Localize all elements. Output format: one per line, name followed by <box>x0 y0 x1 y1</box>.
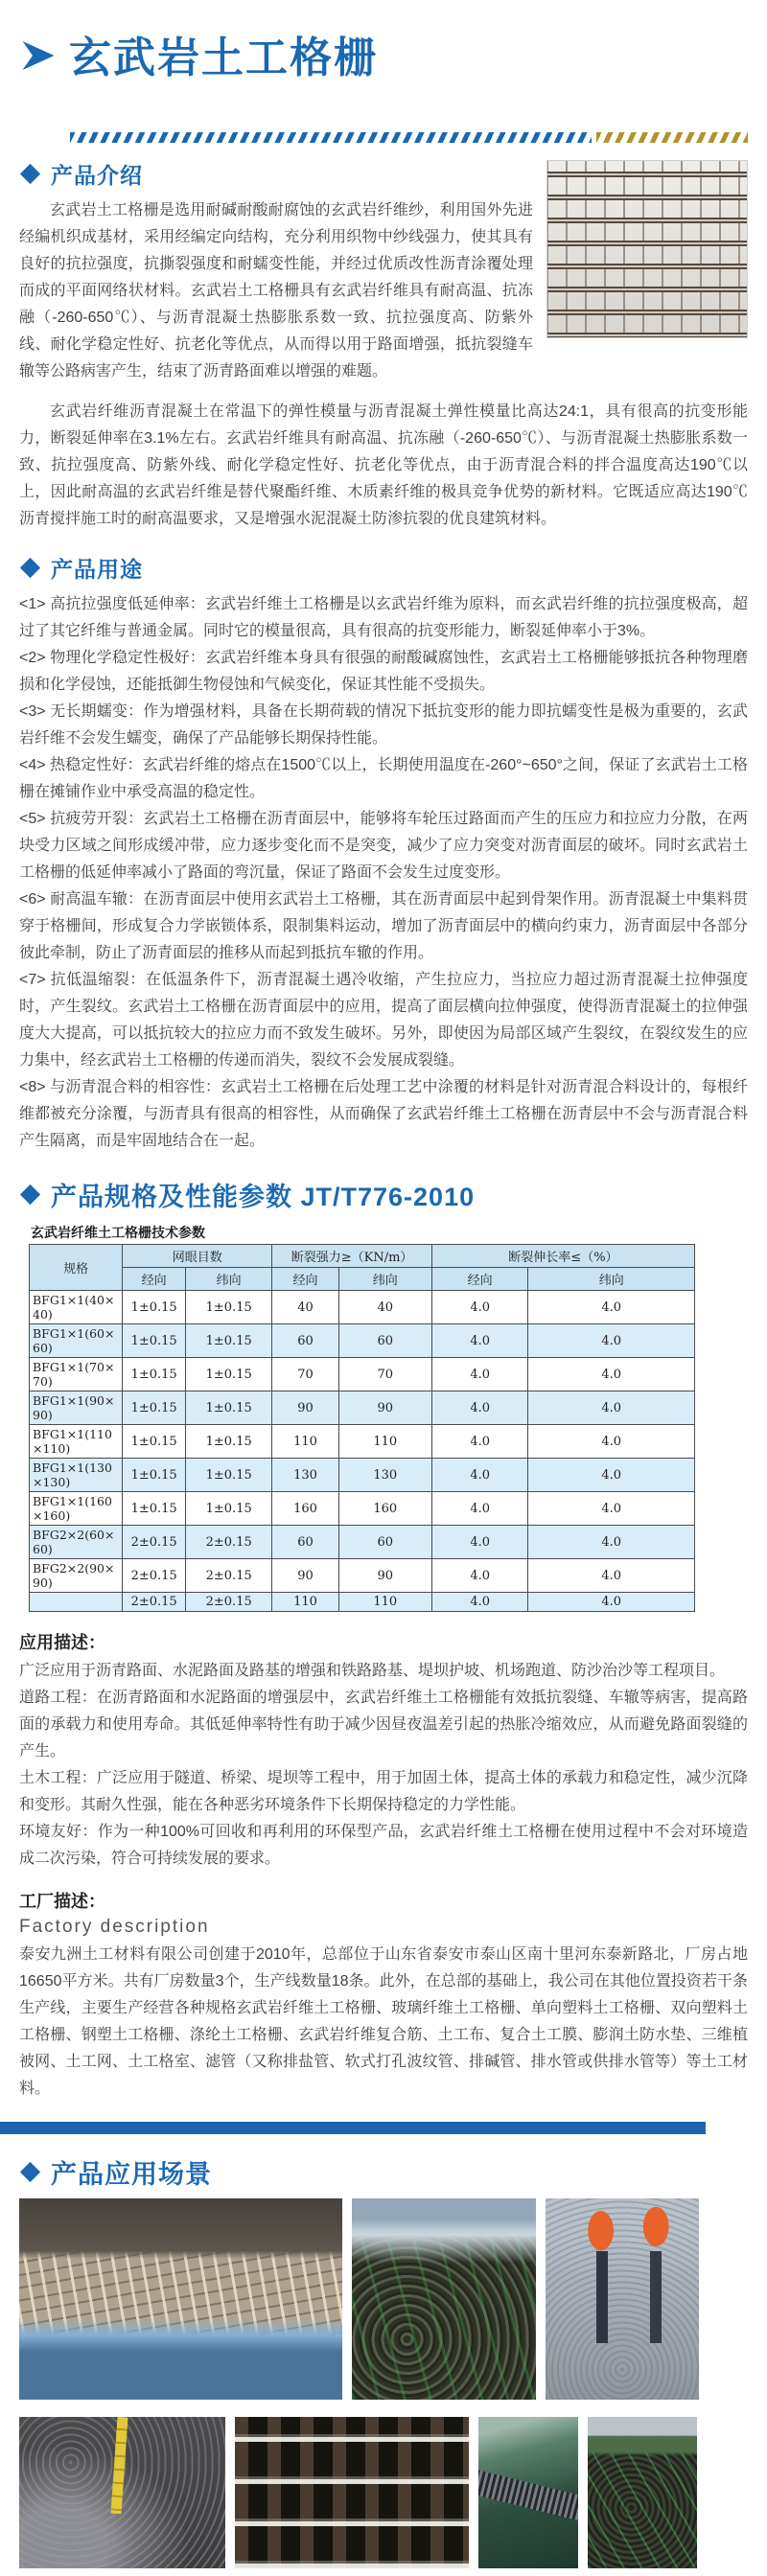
spec-table-cell: 40 <box>272 1291 338 1324</box>
spec-table-row <box>30 1392 695 1425</box>
subcol-warp: 经向 <box>123 1268 186 1291</box>
spec-table-cell: 4.0 <box>431 1358 528 1392</box>
factory-subtitle: Factory description <box>19 1917 210 1937</box>
spec-table-cell: BFG1×1(40×40) <box>30 1291 123 1324</box>
spec-table-cell: 1±0.15 <box>123 1324 186 1358</box>
spec-table-cell: 1±0.15 <box>123 1392 186 1425</box>
uses-list <box>19 591 748 1155</box>
uses-heading-label: 产品用途 <box>51 557 143 582</box>
spec-table-row <box>30 1291 695 1324</box>
spec-table-cell: 1±0.15 <box>186 1492 272 1526</box>
blue-stripes <box>70 132 592 143</box>
col-header-spec: 规格 <box>30 1245 123 1291</box>
spec-table-cell: 110 <box>338 1593 431 1612</box>
photo-workers-paving-concrete <box>546 2198 699 2400</box>
gold-stripes <box>596 132 748 143</box>
use-item: <1> 高抗拉强度低延伸率：玄武岩纤维土工格栅是以玄武岩纤维为原料，而玄武岩纤维的抗拉强度极高，超过了其它纤维与普通金属。同时它的模量很高，具有很高的抗变形能力，断裂延伸率小于3%。 <box>19 596 748 639</box>
spec-table-cell: 110 <box>272 1425 338 1459</box>
spec-table-cell: 4.0 <box>431 1492 528 1526</box>
photo-weaving-production-line <box>19 2198 342 2400</box>
col-header-elongation: 断裂伸长率≤（%） <box>431 1245 694 1268</box>
section-factory <box>19 1888 748 2103</box>
section-divider-bar <box>0 2122 706 2134</box>
spec-table-cell: 110 <box>272 1593 338 1612</box>
col-header-strength: 断裂强力≥（KN/m） <box>272 1245 432 1268</box>
spec-table-cell: 1±0.15 <box>186 1358 272 1392</box>
application-paragraph: 土木工程：广泛应用于隧道、桥梁、堤坝等工程中，用于加固土体，提高土体的承载力和稳定性，减少沉降和变形。其耐久性强，能在各种恶劣环境条件下长期保持稳定的力学性能。 <box>19 1770 748 1813</box>
use-item: <7> 抗低温缩裂：在低温条件下，沥青混凝土遇冷收缩，产生拉应力，当拉应力超过沥青混凝土拉伸强度时，产生裂纹。玄武岩土工格栅在沥青面层中的应用，提高了面层横向拉伸强度，使得沥青混凝土的拉伸强度大大提高，可以抵抗较大的拉应力而不致发生破坏。另外，即使因为局部区域产生裂纹，在裂纹发生的应力集中，经玄武岩土工格栅的传递而消失，裂纹不会发展成裂缝。 <box>19 972 748 1069</box>
spec-table-cell: 60 <box>338 1526 431 1559</box>
photo-geogrid-covered-field <box>588 2417 697 2568</box>
spec-table-cell: 2±0.15 <box>186 1559 272 1593</box>
spec-table-body <box>30 1291 695 1612</box>
spec-table-cell: 4.0 <box>431 1526 528 1559</box>
application-paragraphs <box>19 1658 748 1873</box>
subcol-warp: 经向 <box>272 1268 338 1291</box>
subcol-warp: 经向 <box>431 1268 528 1291</box>
use-item: <2> 物理化学稳定性极好：玄武岩纤维本身具有很强的耐酸碱腐蚀性，玄武岩土工格栅能够抵抗各种物理磨损和化学侵蚀，还能抵御生物侵蚀和气候变化，保证其性能不受损失。 <box>19 650 748 693</box>
section-application-scenes <box>19 2153 748 2568</box>
spec-table-cell: 1±0.15 <box>186 1291 272 1324</box>
spec-table-cell: 2±0.15 <box>123 1526 186 1559</box>
spec-table-cell: 1±0.15 <box>186 1425 272 1459</box>
intro-heading <box>19 158 533 190</box>
spec-table-row <box>30 1492 695 1526</box>
spec-table-cell: 1±0.15 <box>123 1358 186 1392</box>
spec-table-cell: BFG1×1(160×160) <box>30 1492 123 1526</box>
spec-table-cell: 4.0 <box>431 1392 528 1425</box>
subcol-weft: 纬向 <box>186 1268 272 1291</box>
application-paragraph: 广泛应用于沥青路面、水泥路面及路基的增强和铁路路基、堤坝护坡、机场跑道、防沙治沙等工程项目。 <box>19 1663 726 1679</box>
scenes-heading <box>19 2153 748 2191</box>
application-paragraph: 环境友好：作为一种100%可回收和再利用的环保型产品，玄武岩纤维土工格栅在使用过程中不会对环境造成二次污染，符合可持续发展的要求。 <box>19 1824 748 1867</box>
diamond-icon <box>20 1184 40 1205</box>
spec-table-cell: 4.0 <box>431 1425 528 1459</box>
use-item: <8> 与沥青混合料的相容性：玄武岩土工格栅在后处理工艺中涂覆的材料是针对沥青混合料设计的，每根纤维都被充分涂覆，与沥青具有很高的相容性，从而确保了玄武岩纤维土工格栅在沥青层中不会与沥青混合料产生隔离，而是牢固地结合在一起。 <box>19 1079 748 1149</box>
spec-table-card <box>29 1223 695 1612</box>
spec-table-cell: 1±0.15 <box>123 1425 186 1459</box>
spec-table-cell <box>30 1593 123 1612</box>
spec-table-cell: 4.0 <box>431 1291 528 1324</box>
section-product-intro <box>19 158 748 533</box>
spec-table-cell: 90 <box>338 1392 431 1425</box>
spec-table-cell: 2±0.15 <box>186 1593 272 1612</box>
spec-table-cell: 130 <box>338 1459 431 1492</box>
spec-table-cell: 90 <box>272 1559 338 1593</box>
spec-table-cell: 2±0.15 <box>186 1526 272 1559</box>
factory-paragraph: 泰安九洲土工材料有限公司创建于2010年，总部位于山东省泰安市泰山区南十里河东泰新路北，厂房占地16650平方米。共有厂房数量3个，生产线数量18条。此外，在总部的基础上，我公司在其他位置投资若干条生产线，主要生产经营各种规格玄武岩纤维土工格栅、玻璃纤维土工格栅、单向塑料土工格栅、双向塑料土工格栅、钢塑土工格栅、涤纶土工格栅、玄武岩纤维复合筋、土工布、复合土工膜、膨润土防水垫、三维植被网、土工网、土工格室、滤管（又称排盐管、软式打孔波纹管、排碱管、排水管或供排水管等）等土工材料。 <box>19 1946 748 2097</box>
spec-table-row <box>30 1425 695 1459</box>
photo-stacked-geogrid-bags <box>352 2198 536 2400</box>
intro-paragraph-2: 玄武岩纤维沥青混凝土在常温下的弹性模量与沥青混凝土弹性模量比高达24:1，具有很高的抗变形能力，断裂延伸率在3.1%左右。玄武岩纤维具有耐高温、抗冻融（-260-650℃）、与沥青混凝土热膨胀系数一致、抗拉强度高、防紫外线、耐化学稳定性好、抗老化等优点，由于沥青混合料的拌合温度高达190℃以上，因此耐高温的玄武岩纤维是替代聚酯纤维、木质素纤维的极具竞争优势的新材料。它既适应高达190℃沥青搅拌施工时的耐高温要求，又是增强水泥混凝土防渗抗裂的优良建筑材料。 <box>19 403 748 527</box>
spec-table-cell: BFG1×1(130×130) <box>30 1459 123 1492</box>
spec-table-cell: 160 <box>338 1492 431 1526</box>
spec-table-cell: BFG1×1(110×110) <box>30 1425 123 1459</box>
diamond-icon <box>20 2162 40 2182</box>
spec-table-cell: 4.0 <box>528 1492 695 1526</box>
spec-table-cell: BFG1×1(70×70) <box>30 1358 123 1392</box>
spec-table-row <box>30 1459 695 1492</box>
intro-heading-label: 产品介绍 <box>51 163 143 188</box>
section-application <box>19 1629 748 1873</box>
divider-stripes <box>70 132 748 143</box>
spec-table-caption: 玄武岩纤维土工格栅技术参数 <box>31 1226 205 1241</box>
spec-table-cell: 90 <box>272 1392 338 1425</box>
spec-table-cell: 60 <box>338 1324 431 1358</box>
photo-coating-machine-roller <box>478 2417 578 2568</box>
scenes-heading-label: 产品应用场景 <box>51 2160 212 2189</box>
use-item: <3> 无长期蠕变：作为增强材料，具备在长期荷载的情况下抵抗变形的能力即抗蠕变性是极为重要的，玄武岩纤维不会发生蠕变，确保了产品能够长期保持性能。 <box>19 703 748 747</box>
application-label: 应用描述： <box>19 1633 105 1652</box>
section-product-uses <box>19 552 748 1155</box>
spec-table-row <box>30 1526 695 1559</box>
use-item: <5> 抗疲劳开裂：玄武岩土工格栅在沥青面层中，能够将车轮压过路面而产生的压应力和拉应力分散，在两块受力区域之间形成缓冲带，应力逐步变化而不是突变，减少了应力突变对沥青面层的破坏。同时玄武岩土工格栅的低延伸率减小了路面的弯沉量，保证了路面不会发生过度变形。 <box>19 811 748 881</box>
diamond-icon <box>20 164 40 184</box>
spec-table-row <box>30 1559 695 1593</box>
spec-table-cell: 1±0.15 <box>186 1324 272 1358</box>
photo-row-2 <box>19 2405 748 2568</box>
spec-table-cell: 4.0 <box>528 1358 695 1392</box>
subcol-weft: 纬向 <box>338 1268 431 1291</box>
specs-heading <box>19 1176 748 1213</box>
spec-table-cell: 1±0.15 <box>123 1459 186 1492</box>
spec-table <box>29 1244 695 1612</box>
spec-table-cell: 4.0 <box>528 1425 695 1459</box>
spec-table-cell: 4.0 <box>528 1291 695 1324</box>
spec-table-cell: 4.0 <box>528 1593 695 1612</box>
photo-geogrid-closeup <box>235 2417 469 2568</box>
spec-table-cell: 160 <box>272 1492 338 1526</box>
spec-table-cell: 1±0.15 <box>186 1392 272 1425</box>
spec-table-cell: 4.0 <box>528 1392 695 1425</box>
spec-table-cell: 60 <box>272 1526 338 1559</box>
spec-table-cell: 4.0 <box>431 1593 528 1612</box>
col-header-mesh: 网眼目数 <box>123 1245 272 1268</box>
spec-table-cell: 40 <box>338 1291 431 1324</box>
spec-table-cell: 4.0 <box>528 1559 695 1593</box>
spec-table-cell: 90 <box>338 1559 431 1593</box>
intro-paragraph-1: 玄武岩土工格栅是选用耐碱耐酸耐腐蚀的玄武岩纤维纱，利用国外先进经编机织成基材，采用经编定向结构，充分利用织物中纱线强力，使其具有良好的抗拉强度，抗撕裂强度和耐蠕变性能，并经过优质改性沥青涂覆处理而成的平面网络状材料。玄武岩土工格栅具有玄武岩纤维具有耐高温、抗冻融（-260-650℃）、与沥青混凝土热膨胀系数一致、抗拉强度高、防紫外线、耐化学稳定性好、抗老化等优点，从而得以用于路面增强，抵抗裂缝车辙等公路病害产生，结束了沥青路面难以增强的难题。 <box>19 202 533 380</box>
spec-table-cell: 110 <box>338 1425 431 1459</box>
page-header <box>19 23 748 84</box>
spec-table-cell: 4.0 <box>431 1459 528 1492</box>
photo-asphalt-tape-measure <box>19 2417 225 2568</box>
spec-table-cell: 2±0.15 <box>123 1593 186 1612</box>
spec-table-cell: 4.0 <box>528 1324 695 1358</box>
spec-table-cell: 4.0 <box>528 1526 695 1559</box>
section-specs <box>19 1176 748 1612</box>
spec-table-cell: 130 <box>272 1459 338 1492</box>
factory-label: 工厂描述： <box>19 1892 105 1911</box>
use-item: <4> 热稳定性好：玄武岩纤维的熔点在1500℃以上，长期使用温度在-260°~650°之间，保证了玄武岩土工格栅在摊铺作业中承受高温的稳定性。 <box>19 757 748 800</box>
spec-table-cell: 1±0.15 <box>123 1291 186 1324</box>
spec-table-row <box>30 1593 695 1612</box>
spec-table-cell: 1±0.15 <box>186 1459 272 1492</box>
specs-heading-label: 产品规格及性能参数 JT/T776-2010 <box>51 1183 476 1211</box>
spec-table-cell: 4.0 <box>431 1559 528 1593</box>
spec-table-cell: 2±0.15 <box>123 1559 186 1593</box>
spec-table-cell: 60 <box>272 1324 338 1358</box>
diamond-icon <box>20 558 40 578</box>
spec-table-cell: BFG2×2(90×90) <box>30 1559 123 1593</box>
photo-row-1 <box>19 2198 748 2400</box>
application-paragraph: 道路工程：在沥青路面和水泥路面的增强层中，玄武岩纤维土工格栅能有效抵抗裂缝、车辙等病害，提高路面的承载力和使用寿命。其低延伸率特性有助于减少因昼夜温差引起的热胀冷缩效应，从而避免路面裂缝的产生。 <box>19 1690 748 1760</box>
spec-table-cell: 4.0 <box>431 1324 528 1358</box>
spec-table-cell: 70 <box>338 1358 431 1392</box>
spec-table-cell: 4.0 <box>528 1459 695 1492</box>
spec-table-row <box>30 1358 695 1392</box>
spec-table-cell: BFG1×1(60×60) <box>30 1324 123 1358</box>
spec-table-cell: 70 <box>272 1358 338 1392</box>
spec-table-cell: BFG2×2(60×60) <box>30 1526 123 1559</box>
use-item: <6> 耐高温车辙：在沥青面层中使用玄武岩土工格栅，其在沥青面层中起到骨架作用。沥青混凝土中集料贯穿于格栅间，形成复合力学嵌锁体系，限制集料运动，增加了沥青面层中的横向约束力，沥青面层中各部分彼此牵制，防止了沥青面层的推移从而起到抵抗车辙的作用。 <box>19 891 748 961</box>
page-title: 玄武岩土工格栅 <box>69 34 378 81</box>
subcol-weft: 纬向 <box>528 1268 695 1291</box>
spec-table-cell: 1±0.15 <box>123 1492 186 1526</box>
product-mesh-photo <box>546 160 748 338</box>
arrow-right-icon <box>21 38 56 73</box>
spec-table-cell: BFG1×1(90×90) <box>30 1392 123 1425</box>
spec-table-row <box>30 1324 695 1358</box>
uses-heading <box>19 552 748 584</box>
